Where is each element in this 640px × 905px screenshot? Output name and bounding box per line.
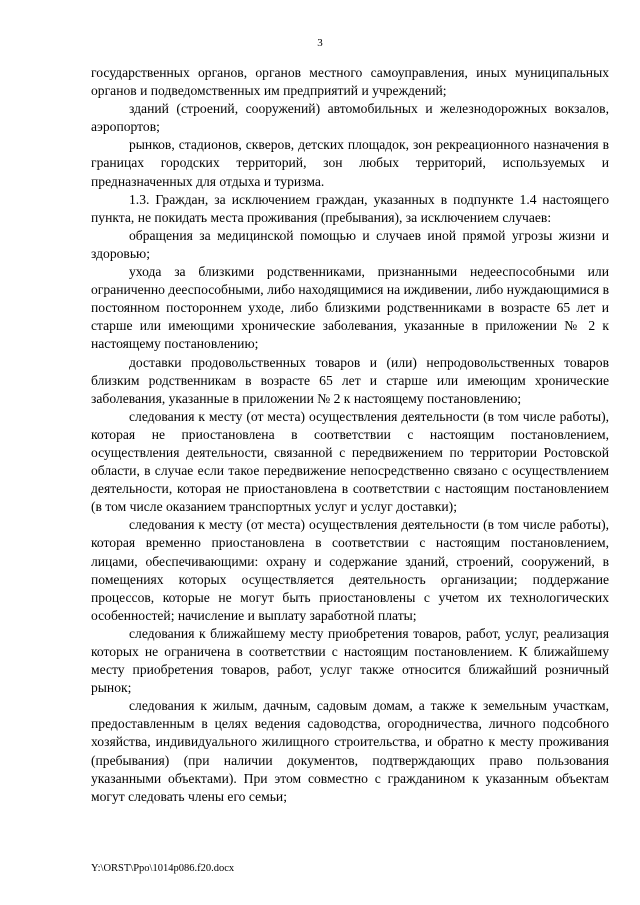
page-number: 3 xyxy=(317,37,323,49)
paragraph: ухода за близкими родственниками, признанными недееспособными или ограниченно дееспособными, либо находящимися на иждивении, либо нуждающимися в постоянном постороннем уходе, либо близкими родственниками в возрасте 65 лет и старше или имеющими хронические заболевания, указанные в приложении № 2 к настоящему постановлению; xyxy=(91,264,609,352)
paragraph: доставки продовольственных товаров и (или) непродовольственных товаров близким родственникам в возрасте 65 лет и старше или имеющим хронические заболевания, указанные в приложении № 2 к настоящему постановлению; xyxy=(91,354,609,406)
paragraph: государственных органов, органов местного самоуправления, иных муниципальных органов и подведомственных им предприятий и учреждений; xyxy=(91,65,609,99)
document-body xyxy=(91,64,609,806)
paragraph: рынков, стадионов, скверов, детских площадок, зон рекреационного назначения в границах городских территорий, зон любых территорий, используемых и предназначенных для отдыха и туризма. xyxy=(91,137,609,189)
paragraph: следования к ближайшему месту приобретения товаров, работ, услуг, реализация которых не ограничена в соответствии с настоящим постановлением. К ближайшему месту приобретения товаров, работ, услуг также относится ближайший розничный рынок; xyxy=(91,625,609,696)
paragraph: следования к жилым, дачным, садовым домам, а также к земельным участкам, предоставленным в целях ведения садоводства, огородничества, личного подсобного хозяйства, индивидуального жилищного строительства, и обратно к месту проживания (пребывания) (при наличии документов, подтверждающих право пользования указанными объектами). При этом совместно с гражданином к указанным объектам могут следовать члены его семьи; xyxy=(91,698,609,804)
footer-file-path: Y:\ORST\Ppo\1014p086.f20.docx xyxy=(91,863,235,874)
paragraph: зданий (строений, сооружений) автомобильных и железнодорожных вокзалов, аэропортов; xyxy=(91,101,609,135)
paragraph: следования к месту (от места) осуществления деятельности (в том числе работы), которая временно приостановлена в соответствии с настоящим постановлением, лицами, обеспечивающими: охрану и содержание зданий, строений, сооружений, в помещениях которых осуществляется деятельность организации; поддержание процессов, которые не могут быть приостановлены с учетом их технологических особенностей; начисление и выплату заработной платы; xyxy=(91,517,609,623)
paragraph: обращения за медицинской помощью и случаев иной прямой угрозы жизни и здоровью; xyxy=(91,227,609,261)
paragraph: следования к месту (от места) осуществления деятельности (в том числе работы), которая не приостановлена в соответствии с настоящим постановлением, осуществления деятельности, связанной с передвижением по территории Ростовской области, в случае если такое передвижение непосредственно связано с осуществлением деятельности, которая не приостановлена в соответствии с настоящим постановлением (в том числе оказанием транспортных услуг и услуг доставки); xyxy=(91,408,609,515)
paragraph: 1.3. Граждан, за исключением граждан, указанных в подпункте 1.4 настоящего пункта, не покидать места проживания (пребывания), за исключением случаев: xyxy=(91,191,609,225)
